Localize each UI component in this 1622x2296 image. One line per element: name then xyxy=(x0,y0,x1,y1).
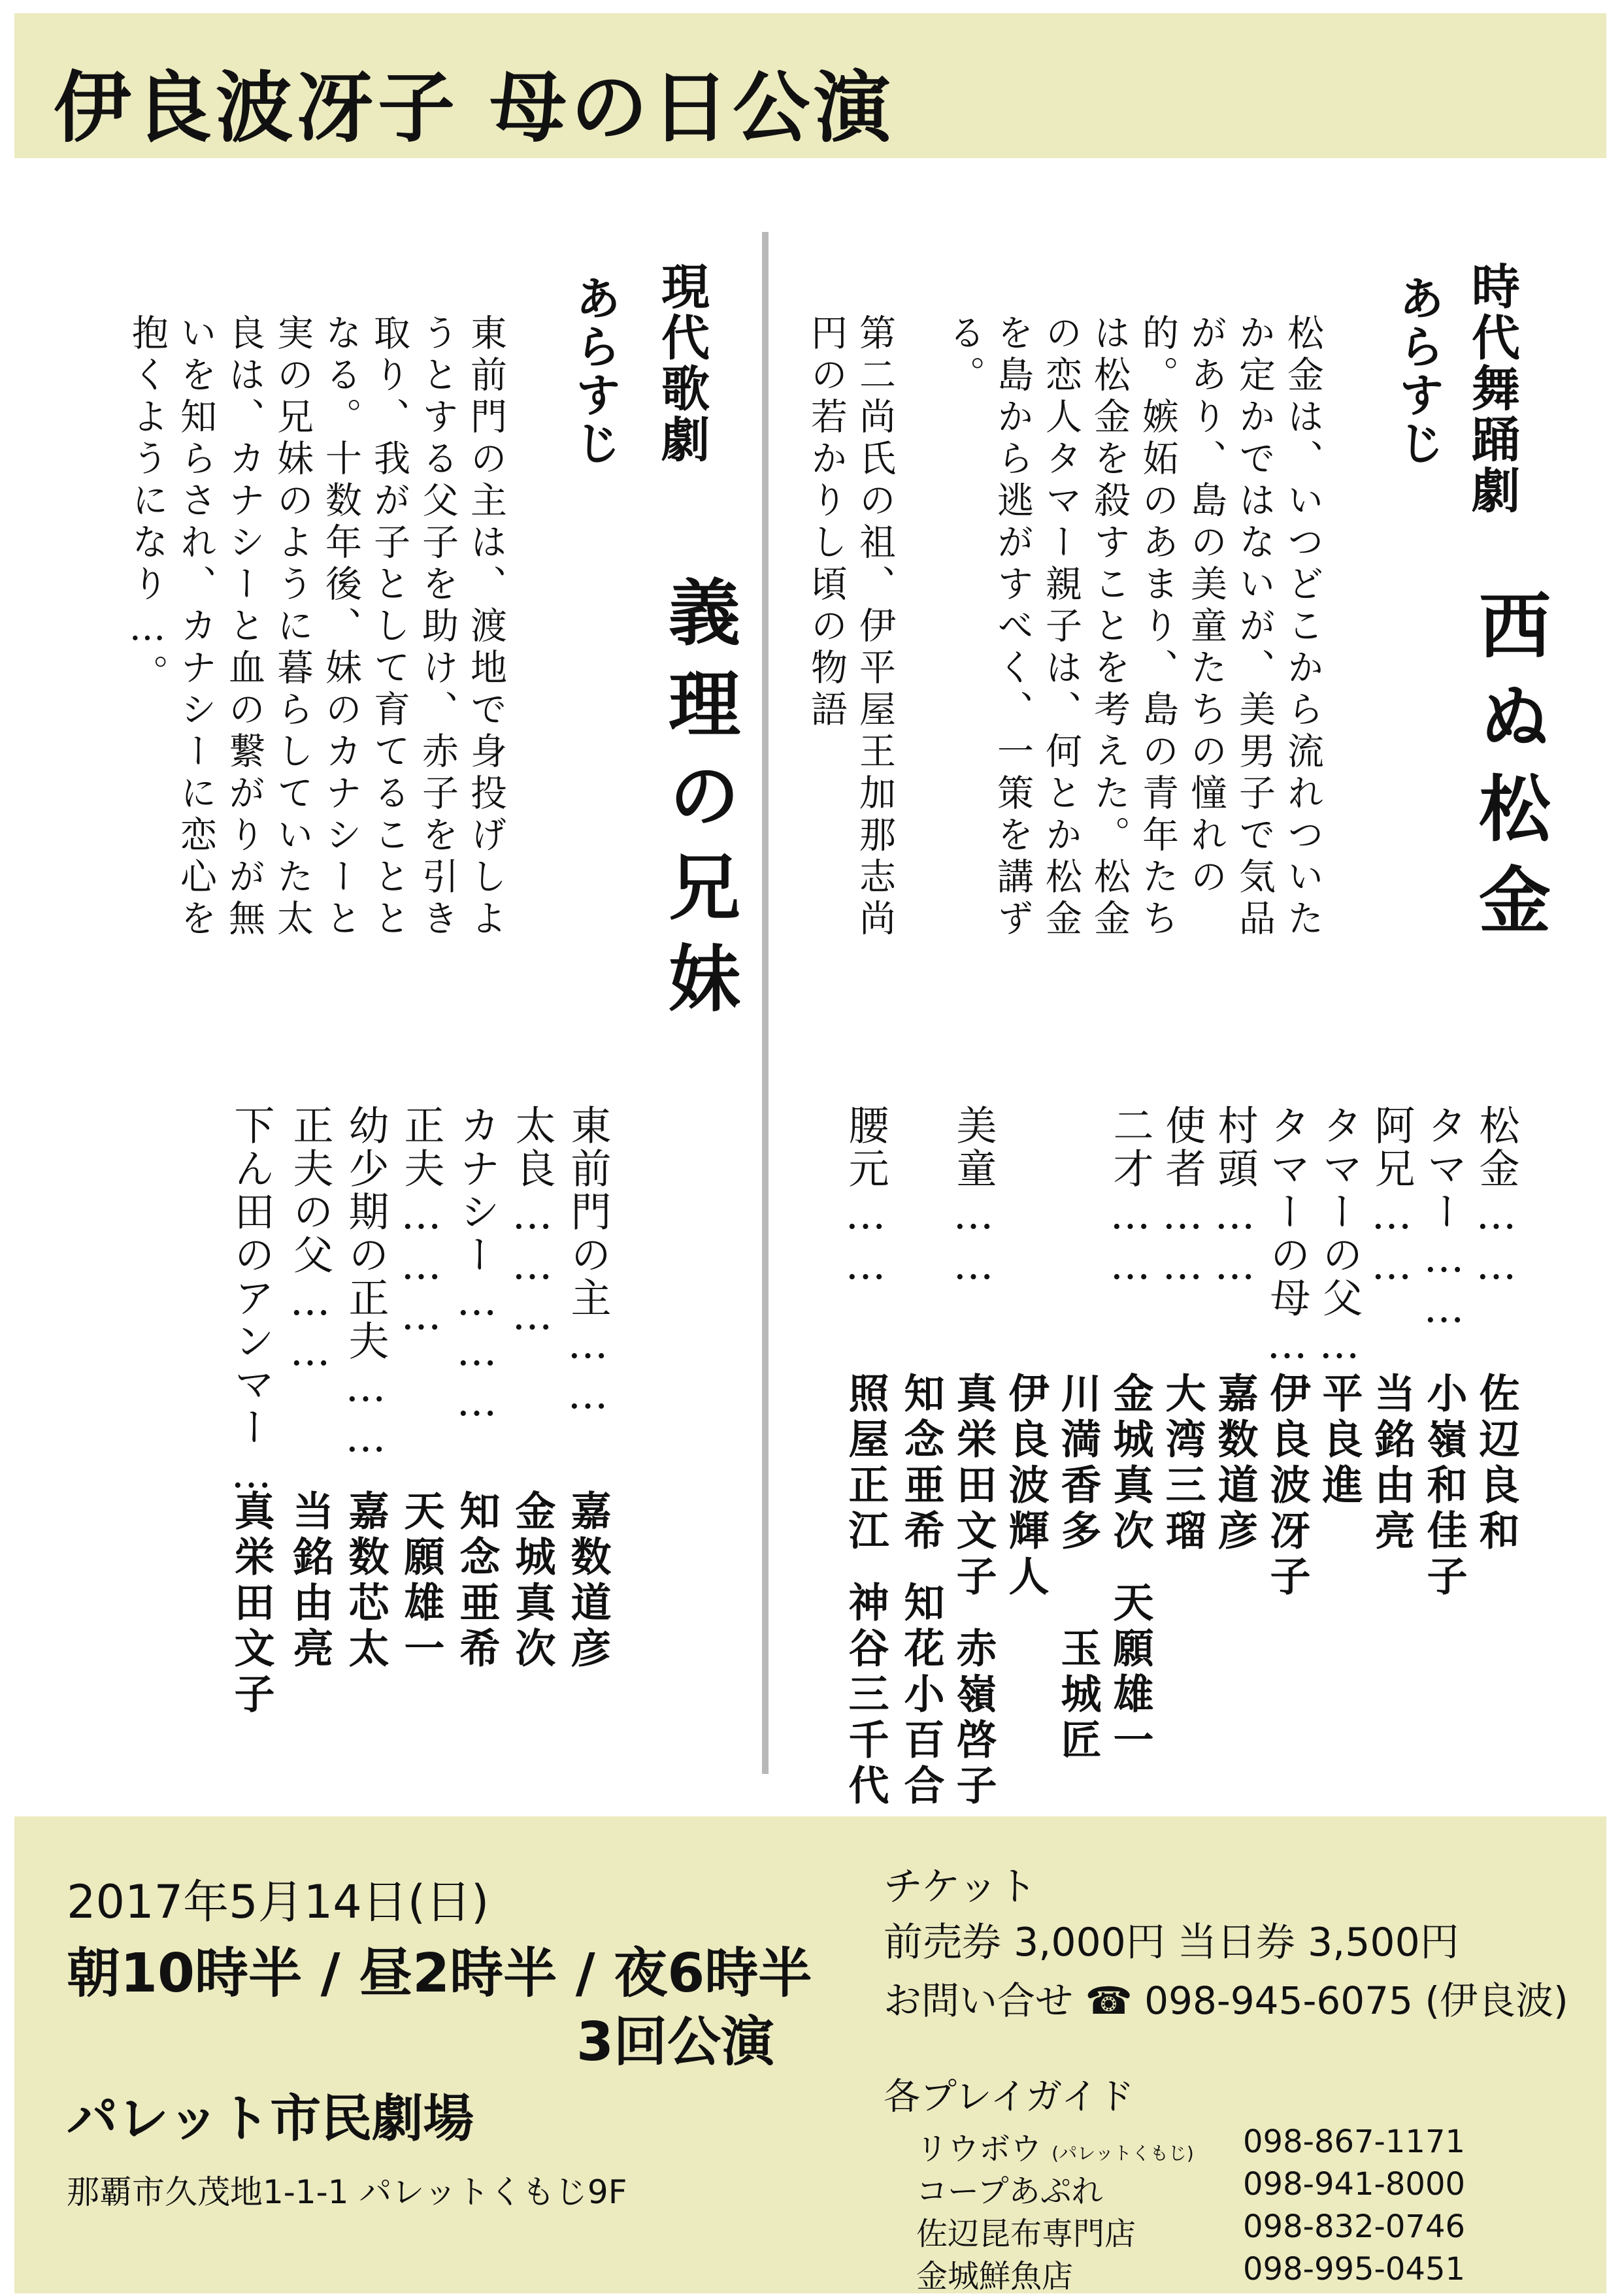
cast-actor: 伊良波冴子 xyxy=(1263,1372,1311,1601)
cast-actor: 伊良波輝人 xyxy=(1002,1372,1050,1601)
play2-name: 義理の兄妹 xyxy=(657,575,740,1032)
cast-actor: 赤嶺啓子 xyxy=(950,1627,997,1810)
synopsis-line: か定かではないが、美男子で気品 xyxy=(1233,314,1276,941)
inquiry-line xyxy=(884,1970,1568,2025)
cast-role: 松金…… xyxy=(1472,1104,1520,1291)
synopsis-line: の恋人タマー親子は、何とか松金 xyxy=(1040,314,1082,941)
phone-icon: ☎ xyxy=(1085,1978,1133,2023)
synopsis-line: を島から逃がすべく、一策を講ず xyxy=(991,314,1034,941)
playguide-name: リウボウ xyxy=(916,2131,1042,2167)
venue-name: パレット市民劇場 xyxy=(67,2090,474,2148)
cast-role: 腰元…… xyxy=(842,1104,889,1291)
synopsis-line: なる。十数年後、妹のカナシーと xyxy=(320,314,362,941)
cast-actor: 当銘由亮 xyxy=(286,1490,334,1673)
ticket-prices: 前売券 3,000円 当日券 3,500円 xyxy=(884,1920,1459,1965)
footnote-line: 第二尚氏の祖、伊平屋王加那志尚 xyxy=(853,314,896,941)
show-count: 3回公演 xyxy=(576,2011,775,2073)
cast-actor: 佐辺良和 xyxy=(1472,1372,1520,1555)
page-title: 伊良波冴子 母の日公演 xyxy=(54,63,895,153)
synopsis-line: 東前門の主は、渡地で身投げしよ xyxy=(465,314,507,941)
cast-role: 美童…… xyxy=(950,1104,997,1291)
synopsis-line: 松金は、いつどこから流れついた xyxy=(1282,314,1324,941)
inquiry-label: お問い合せ xyxy=(884,1978,1074,2023)
playguide-note: (パレットくもじ) xyxy=(1051,2142,1194,2164)
cast-role: タマーの父… xyxy=(1316,1104,1363,1370)
cast-actor: 嘉数道彦 xyxy=(564,1490,612,1673)
show-times: 朝10時半 / 昼2時半 / 夜6時半 xyxy=(67,1943,812,2005)
cast-actor: 神谷三千代 xyxy=(842,1581,889,1810)
play2-genre: 現代歌劇 xyxy=(654,261,710,465)
cast-actor: 大湾三瑠 xyxy=(1159,1372,1206,1555)
playguide-phone: 098-995-0451 xyxy=(1243,2251,1466,2288)
event-info-panel xyxy=(14,1816,1606,2293)
cast-role: 正夫……… xyxy=(397,1104,445,1341)
play2-synopsis xyxy=(118,314,510,1045)
header-banner xyxy=(14,13,1606,158)
cast-role: カナシー……… xyxy=(453,1104,501,1428)
playguide-phone: 098-832-0746 xyxy=(1243,2208,1466,2245)
playguide-phone: 098-941-8000 xyxy=(1243,2166,1466,2203)
cast-actor: 平良進 xyxy=(1316,1372,1363,1509)
cast-actor: 当銘由亮 xyxy=(1368,1372,1415,1555)
synopsis-line: うとする父子を助け、赤子を引き xyxy=(416,314,459,941)
play2-synopsis-heading: あらすじ xyxy=(568,274,621,468)
cast-actor: 玉城匠 xyxy=(1054,1627,1102,1764)
cast-actor: 嘉数道彦 xyxy=(1211,1372,1259,1555)
play1-footnote xyxy=(794,314,899,1019)
cast-actor: 真栄田文子 xyxy=(950,1372,997,1601)
footnote-line: 円の若かりし頃の物語 xyxy=(805,314,848,732)
cast-role: 下ん田のアンマー… xyxy=(227,1104,275,1500)
cast-actor: 知念亜希 xyxy=(897,1372,945,1555)
cast-actor: 天願雄一 xyxy=(397,1490,445,1673)
cast-actor: 小嶺和佳子 xyxy=(1420,1372,1468,1601)
cast-role: タマー…… xyxy=(1420,1104,1468,1334)
synopsis-line: 実の兄妹のように暮らしていた太 xyxy=(271,314,314,941)
column-divider xyxy=(762,232,769,1774)
cast-actor: 川満香多 xyxy=(1054,1372,1102,1555)
cast-actor: 嘉数芯太 xyxy=(342,1490,389,1673)
inquiry-name: (伊良波) xyxy=(1425,1978,1568,2023)
cast-actor: 金城真次 xyxy=(508,1490,556,1673)
synopsis-line: いを知らされ、カナシーに恋心を xyxy=(174,314,217,941)
venue-address: 那覇市久茂地1-1-1 パレットくもじ9F xyxy=(67,2173,627,2211)
cast-role: 二才…… xyxy=(1106,1104,1154,1291)
synopsis-line: 的。嫉妬のあまり、島の青年たち xyxy=(1136,314,1179,941)
cast-role: 村頭…… xyxy=(1211,1104,1259,1291)
cast-actor: 照屋正江 xyxy=(842,1372,889,1555)
playguide-phone: 098-867-1171 xyxy=(1243,2124,1466,2160)
event-date: 2017年5月14日(日) xyxy=(67,1875,489,1929)
cast-actor: 真栄田文子 xyxy=(227,1490,275,1718)
synopsis-line: 取り、我が子として育てることと xyxy=(368,314,410,941)
playguide-name: 佐辺昆布専門店 xyxy=(916,2216,1136,2252)
synopsis-line: 抱くようになり…。 xyxy=(126,314,169,696)
cast-role: 正夫の父…… xyxy=(286,1104,334,1377)
playguide-name: 金城鮮魚店 xyxy=(916,2258,1074,2295)
cast-role: タマーの母… xyxy=(1263,1104,1311,1370)
cast-role: 阿兄…… xyxy=(1368,1104,1415,1291)
play1-synopsis-heading: あらすじ xyxy=(1391,274,1445,468)
cast-role: 太良……… xyxy=(508,1104,556,1341)
cast-actor: 知念亜希 xyxy=(453,1490,501,1673)
cast-role: 使者…… xyxy=(1159,1104,1206,1291)
playguide-name: コープあぷれ xyxy=(916,2173,1103,2210)
cast-actor: 天願雄一 xyxy=(1106,1581,1154,1764)
inquiry-phone: 098-945-6075 xyxy=(1144,1978,1414,2023)
cast-role: 東前門の主…… xyxy=(564,1104,612,1420)
playguide-heading: 各プレイガイド xyxy=(884,2076,1134,2118)
tickets-heading: チケット xyxy=(884,1864,1037,1910)
synopsis-line: 良は、カナシーと血の繋がりが無 xyxy=(223,314,265,941)
playguide-row xyxy=(916,2124,1194,2169)
synopsis-line: は松金を殺すことを考えた。松金 xyxy=(1088,314,1131,941)
synopsis-line: る。 xyxy=(943,314,985,397)
cast-role: 幼少期の正夫…… xyxy=(342,1104,389,1464)
play1-genre: 時代舞踊劇 xyxy=(1464,261,1520,516)
play1-name: 西ぬ松金 xyxy=(1467,588,1551,954)
play1-synopsis xyxy=(935,314,1327,1019)
cast-actor: 知花小百合 xyxy=(897,1581,945,1810)
synopsis-line: があり、島の美童たちの憧れの xyxy=(1185,314,1227,899)
cast-actor: 金城真次 xyxy=(1106,1372,1154,1555)
